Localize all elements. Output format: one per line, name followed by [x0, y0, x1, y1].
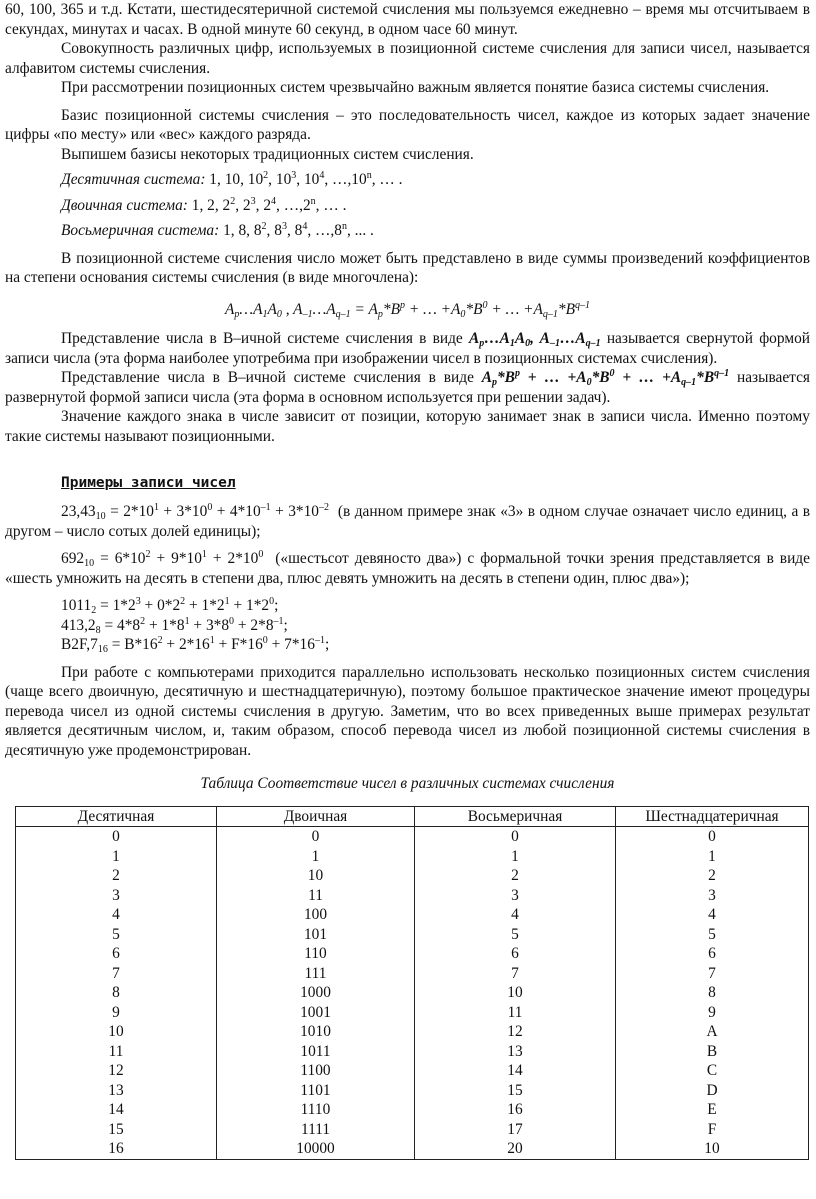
table-cell: 7: [616, 964, 809, 984]
table-cell: 10: [415, 983, 616, 1003]
table-cell: 4: [415, 905, 616, 925]
table-cell: 101: [217, 925, 415, 945]
paragraph-bases-list-intro: Выпишем базисы некоторых традиционных систем счисления.: [61, 145, 474, 163]
table-cell: 1001: [217, 1003, 415, 1023]
table-cell: 14: [415, 1061, 616, 1081]
table-cell: 11: [415, 1003, 616, 1023]
table-cell: 8: [616, 983, 809, 1003]
table-cell: 12: [415, 1022, 616, 1042]
table-cell: 16: [415, 1100, 616, 1120]
table-cell: 3: [16, 886, 217, 906]
paragraph-intro: 60, 100, 365 и т.д. Кстати, шестидесятеричной системой счисления мы пользуемся ежедневно – время мы отсчитываем в секундах, минутах и часах. В одной минуте 60 секунд, в одном часе 60 минут.: [5, 1, 810, 38]
table-cell: 10: [616, 1139, 809, 1159]
table-cell: 6: [16, 944, 217, 964]
decimal-basis: Десятичная система: 1, 10, $10^2$, $10^3$, $10^4$, …,10$^n$, … .: [61, 170, 403, 188]
table-cell: 17: [415, 1120, 616, 1140]
header-binary: Двоичная: [217, 806, 415, 827]
table-cell: 12: [16, 1061, 217, 1081]
table-cell: 1: [16, 847, 217, 867]
table-row: [16, 866, 809, 886]
example-4: $413,2_8 = 4*8^2 + 1*8^1 + 3*8^0 + 2*8^{-1}$;: [61, 615, 288, 636]
table-cell: 6: [616, 944, 809, 964]
table-cell: C: [616, 1061, 809, 1081]
table-cell: F: [616, 1120, 809, 1140]
table-cell: 0: [415, 827, 616, 847]
table-row: [16, 1061, 809, 1081]
table-cell: 15: [16, 1120, 217, 1140]
table-row: [16, 905, 809, 925]
example-2: $692_{10} = 6*10^2 + 9*10^1 + 2*10^0$ («шестьсот девяносто два») с формальной точки зрения представляется в виде «шесть умножить на десять в степени два, плюс девять умножить на десять в степени один, плюс два»);: [5, 549, 810, 587]
example-1: $23,43_{10} = 2*10^1 + 3*10^0 + 4*10^{-1} + 3*10^{-2}$ (в данном примере знак «3» в одном случае означает число единиц, а в другом – число сотых долей единицы);: [5, 502, 810, 540]
example-3: $1011_2 = 1*2^3 + 0*2^2 + 1*2^1 + 1*2^0$;: [61, 596, 279, 616]
table-cell: 13: [415, 1042, 616, 1062]
table-cell: 0: [616, 827, 809, 847]
paragraph-basis-intro: При рассмотрении позиционных систем чрезвычайно важным является понятие базиса системы счисления.: [61, 79, 770, 96]
table-cell: 1: [415, 847, 616, 867]
table-cell: B: [616, 1042, 809, 1062]
table-cell: 5: [616, 925, 809, 945]
table-cell: 13: [16, 1081, 217, 1101]
table-row: [16, 964, 809, 984]
header-decimal: Десятичная: [16, 806, 217, 827]
table-cell: 10: [16, 1022, 217, 1042]
table-cell: 4: [616, 905, 809, 925]
table-cell: 2: [16, 866, 217, 886]
table-cell: A: [616, 1022, 809, 1042]
table-cell: 1101: [217, 1081, 415, 1101]
header-hex: Шестнадцатеричная: [616, 806, 809, 827]
table-row: [16, 1003, 809, 1023]
table-cell: 1110: [217, 1100, 415, 1120]
table-row: [16, 1139, 809, 1159]
table-cell: 7: [16, 964, 217, 984]
table-cell: E: [616, 1100, 809, 1120]
paragraph-folded-form: Представление числа в B–ичной системе счисления в виде $A_p\dots A_1A_0$, $A_{-1}\dots A_{q-1}$ называется свернутой формой записи числа (эта форма наиболее употребима при изображении чисел в позиционных системах счисления).: [5, 330, 810, 367]
table-row: [16, 847, 809, 867]
table-cell: 3: [415, 886, 616, 906]
table-cell: 10000: [217, 1139, 415, 1159]
table-cell: 1010: [217, 1022, 415, 1042]
table-cell: 11: [16, 1042, 217, 1062]
table-cell: 111: [217, 964, 415, 984]
table-cell: D: [616, 1081, 809, 1101]
binary-basis: Двоичная система: 1, 2, $2^2$, $2^3$, $2^4$, …,2$^n$, … .: [61, 195, 347, 214]
table-row: [16, 1042, 809, 1062]
paragraph-polynomial: В позиционной системе счисления число может быть представлено в виде суммы произведений коэффициентов на степени основания системы счисления (в виде многочлена):: [5, 249, 810, 286]
table-header-row: [16, 806, 809, 827]
table-row: [16, 1100, 809, 1120]
table-cell: 10: [217, 866, 415, 886]
table-cell: 11: [217, 886, 415, 906]
table-cell: 1: [217, 847, 415, 867]
polynomial-formula: $A_p\dots A_1A_0$ , $A_{-1}\dots A_{q-1} = A_p*B^p$ + … $+A_0*B^0$ + … $+A_{q-1}*B^{q-1}$: [224, 299, 591, 320]
table-cell: 9: [616, 1003, 809, 1023]
table-cell: 7: [415, 964, 616, 984]
example-5: $B2F,7_{16} = B*16^2 + 2*16^1 + F*16^0 + 7*16^{-1}$;: [61, 635, 330, 655]
table-body: [16, 827, 809, 1160]
table-row: [16, 827, 809, 847]
paragraph-expanded-form: Представление числа в B–ичной системе счисления в виде $A_p*B^p$ + … $+A_0*B^0$ + … $+A_{q-1}*B^{q-1}$ называется развернутой формой записи числа (эта форма в основном используется при решении задач).: [5, 368, 810, 406]
table-cell: 2: [616, 866, 809, 886]
table-row: [16, 1120, 809, 1140]
table-cell: 100: [217, 905, 415, 925]
table-row: [16, 886, 809, 906]
table-row: [16, 1081, 809, 1101]
table-cell: 5: [16, 925, 217, 945]
table-cell: 3: [616, 886, 809, 906]
table-cell: 2: [415, 866, 616, 886]
table-row: [16, 983, 809, 1003]
header-octal: Восьмеричная: [415, 806, 616, 827]
table-cell: 110: [217, 944, 415, 964]
paragraph-alphabet: Совокупность различных цифр, используемых в позиционной системе счисления для записи чисел, называется алфавитом системы счисления.: [5, 40, 810, 77]
table-cell: 1100: [217, 1061, 415, 1081]
number-systems-table: [15, 806, 809, 1160]
table-cell: 1011: [217, 1042, 415, 1062]
table-cell: 8: [16, 983, 217, 1003]
paragraph-basis-definition: Базис позиционной системы счисления – это последовательность чисел, каждое из которых задает значение цифры «по месту» или «вес» каждого разряда.: [5, 106, 810, 143]
table-cell: 5: [415, 925, 616, 945]
table-row: [16, 944, 809, 964]
table-row: [16, 1022, 809, 1042]
table-cell: 16: [16, 1139, 217, 1159]
table-cell: 15: [415, 1081, 616, 1101]
octal-basis: Восьмеричная система: 1, 8, $8^2$, $8^3$, $8^4$, …,8$^n$, ... .: [61, 221, 374, 239]
table-cell: 1111: [217, 1120, 415, 1140]
examples-heading: Примеры записи чисел: [61, 475, 236, 491]
table-cell: 1000: [217, 983, 415, 1003]
table-cell: 9: [16, 1003, 217, 1023]
paragraph-conversion: При работе с компьютерами приходится параллельно использовать несколько позиционных систем счисления (чаще всего двоичную, десятичную и шестнадцатеричную), поэтому большое практическое значение имеют процедуры перевода чисел из одной системы счисления в другую. Заметим, что во всех приведенных выше примерах результат является десятичным числом, и, таким образом, способ перевода чисел из любой позиционной системы счисления в десятичную уже продемонстрирован.: [5, 663, 810, 759]
table-cell: 14: [16, 1100, 217, 1120]
table-caption: Таблица Соответствие чисел в различных системах счисления: [200, 775, 615, 792]
table-cell: 20: [415, 1139, 616, 1159]
table-cell: 1: [616, 847, 809, 867]
paragraph-positional: Значение каждого знака в числе зависит от позиции, которую занимает знак в записи числа. Именно поэтому такие системы называют позиционными.: [5, 408, 810, 445]
table-cell: 4: [16, 905, 217, 925]
table-row: [16, 925, 809, 945]
table-cell: 6: [415, 944, 616, 964]
table-cell: 0: [16, 827, 217, 847]
table-cell: 0: [217, 827, 415, 847]
